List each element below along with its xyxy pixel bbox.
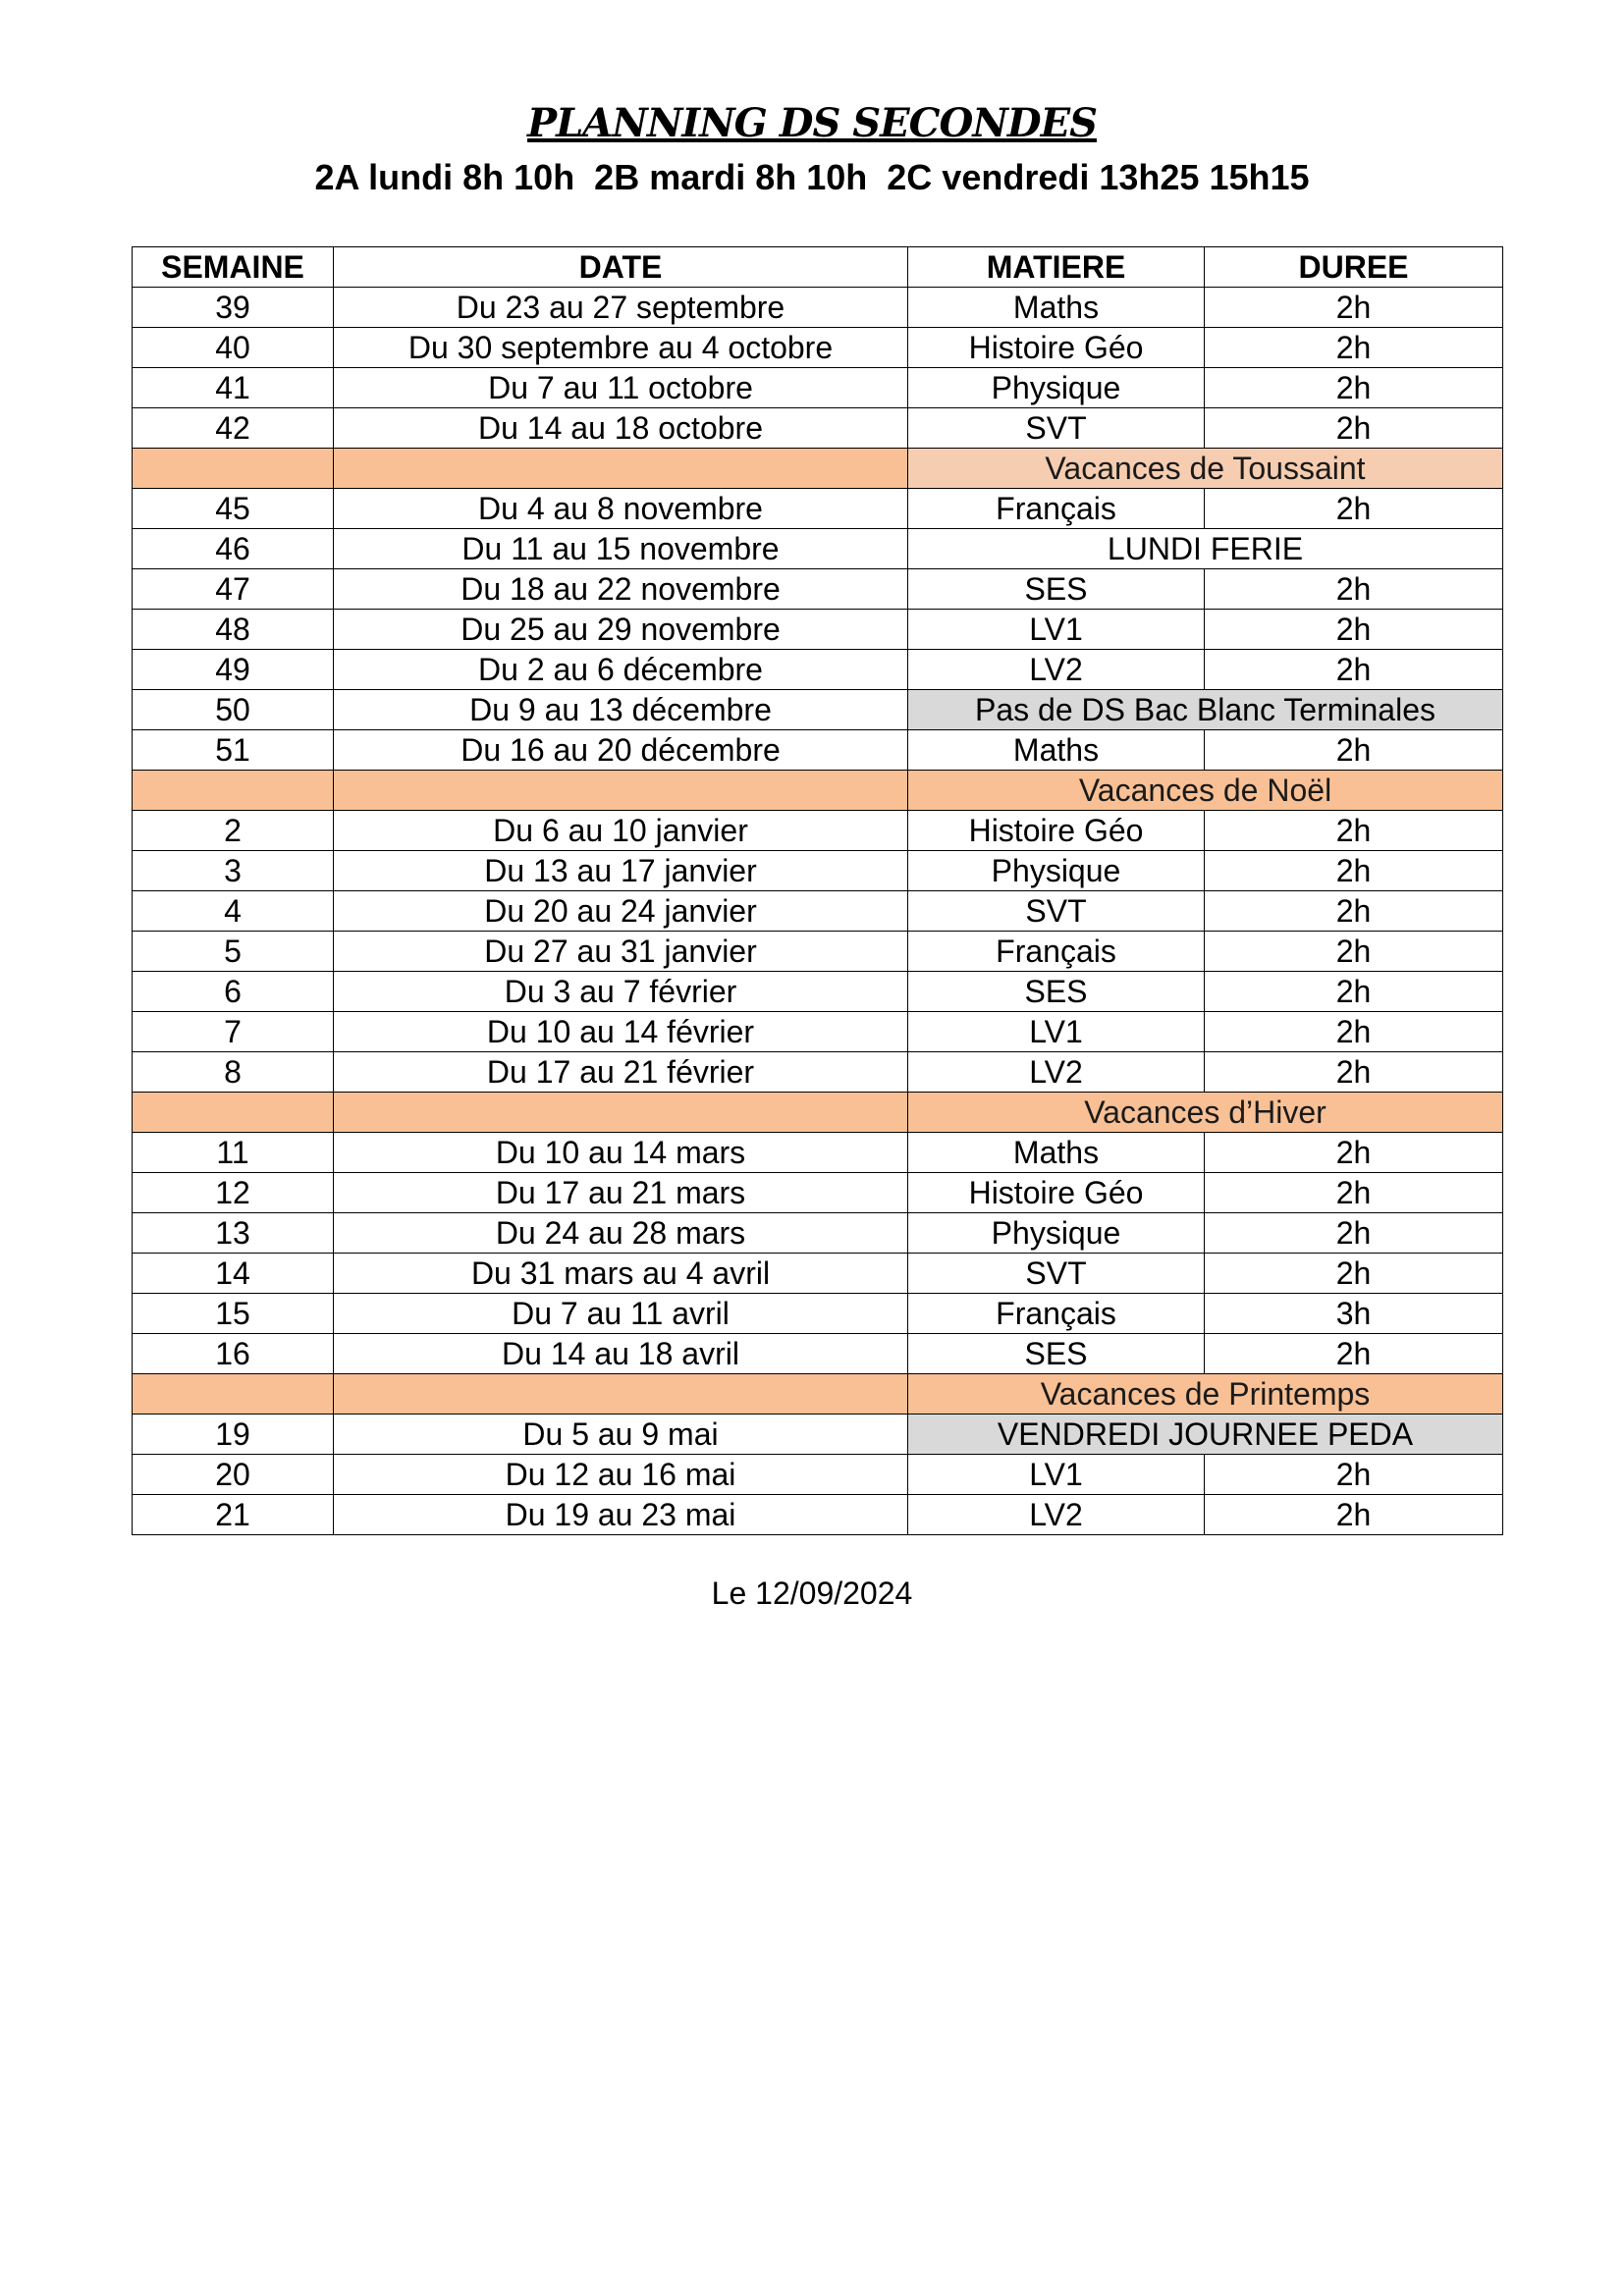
cell-duree: 2h — [1205, 569, 1503, 610]
cell-date: Du 19 au 23 mai — [334, 1495, 908, 1535]
cell-duree: 2h — [1205, 368, 1503, 408]
table-row — [133, 891, 1503, 932]
cell-matiere: Physique — [908, 368, 1205, 408]
cell-matiere: Physique — [908, 1213, 1205, 1254]
header-semaine: SEMAINE — [133, 247, 334, 288]
cell-matiere: SVT — [908, 408, 1205, 449]
table-row — [133, 1213, 1503, 1254]
cell-matiere: Physique — [908, 851, 1205, 891]
cell-date: Du 7 au 11 octobre — [334, 368, 908, 408]
cell-matiere: LV1 — [908, 610, 1205, 650]
cell-semaine: 21 — [133, 1495, 334, 1535]
table-row — [133, 730, 1503, 771]
cell-date: Du 18 au 22 novembre — [334, 569, 908, 610]
cell-matiere: SES — [908, 972, 1205, 1012]
cell-duree: 2h — [1205, 972, 1503, 1012]
table-row — [133, 1133, 1503, 1173]
cell-semaine: 2 — [133, 811, 334, 851]
cell-matiere: LV1 — [908, 1012, 1205, 1052]
cell-duree: 2h — [1205, 851, 1503, 891]
table-row — [133, 1012, 1503, 1052]
cell-date: Du 31 mars au 4 avril — [334, 1254, 908, 1294]
cell-semaine: 46 — [133, 529, 334, 569]
table-row — [133, 1495, 1503, 1535]
cell-duree: 2h — [1205, 408, 1503, 449]
table-row — [133, 1415, 1503, 1455]
cell-date — [334, 1374, 908, 1415]
cell-semaine — [133, 1093, 334, 1133]
cell-date: Du 11 au 15 novembre — [334, 529, 908, 569]
cell-duree: 2h — [1205, 1455, 1503, 1495]
table-row — [133, 489, 1503, 529]
cell-semaine: 16 — [133, 1334, 334, 1374]
cell-semaine — [133, 449, 334, 489]
cell-matiere: LV1 — [908, 1455, 1205, 1495]
vacances-row — [133, 1093, 1503, 1133]
cell-semaine: 49 — [133, 650, 334, 690]
footer-date: Le 12/09/2024 — [711, 1575, 913, 1611]
table-row — [133, 1455, 1503, 1495]
cell-semaine: 13 — [133, 1213, 334, 1254]
cell-semaine: 47 — [133, 569, 334, 610]
cell-duree: 2h — [1205, 1254, 1503, 1294]
header-date: DATE — [334, 247, 908, 288]
cell-date: Du 7 au 11 avril — [334, 1294, 908, 1334]
table-row — [133, 569, 1503, 610]
cell-semaine: 50 — [133, 690, 334, 730]
table-row — [133, 328, 1503, 368]
cell-duree: 3h — [1205, 1294, 1503, 1334]
table-row — [133, 368, 1503, 408]
cell-date: Du 10 au 14 février — [334, 1012, 908, 1052]
cell-semaine: 51 — [133, 730, 334, 771]
cell-date: Du 6 au 10 janvier — [334, 811, 908, 851]
cell-semaine: 3 — [133, 851, 334, 891]
cell-matiere: Histoire Géo — [908, 811, 1205, 851]
cell-semaine: 12 — [133, 1173, 334, 1213]
cell-date: Du 24 au 28 mars — [334, 1213, 908, 1254]
cell-date: Du 5 au 9 mai — [334, 1415, 908, 1455]
cell-duree: 2h — [1205, 811, 1503, 851]
vacances-row — [133, 1374, 1503, 1415]
cell-date: Du 2 au 6 décembre — [334, 650, 908, 690]
table-row — [133, 1052, 1503, 1093]
cell-date: Du 30 septembre au 4 octobre — [334, 328, 908, 368]
table-row — [133, 529, 1503, 569]
vacances-row — [133, 449, 1503, 489]
cell-matiere: Maths — [908, 288, 1205, 328]
table-row — [133, 1334, 1503, 1374]
cell-matiere: SVT — [908, 1254, 1205, 1294]
cell-duree: 2h — [1205, 288, 1503, 328]
cell-date: Du 14 au 18 avril — [334, 1334, 908, 1374]
cell-matiere: Histoire Géo — [908, 328, 1205, 368]
table-row — [133, 851, 1503, 891]
cell-matiere: Maths — [908, 730, 1205, 771]
header-duree: DUREE — [1205, 247, 1503, 288]
cell-matiere: Histoire Géo — [908, 1173, 1205, 1213]
table-row — [133, 690, 1503, 730]
table-row — [133, 1294, 1503, 1334]
cell-semaine: 42 — [133, 408, 334, 449]
table-row — [133, 811, 1503, 851]
cell-date: Du 12 au 16 mai — [334, 1455, 908, 1495]
cell-duree: 2h — [1205, 932, 1503, 972]
cell-semaine: 40 — [133, 328, 334, 368]
cell-semaine: 4 — [133, 891, 334, 932]
cell-date: Du 20 au 24 janvier — [334, 891, 908, 932]
table-row — [133, 610, 1503, 650]
cell-date: Du 16 au 20 décembre — [334, 730, 908, 771]
cell-semaine: 5 — [133, 932, 334, 972]
cell-duree: 2h — [1205, 1334, 1503, 1374]
cell-date: Du 14 au 18 octobre — [334, 408, 908, 449]
cell-semaine: 11 — [133, 1133, 334, 1173]
table-row — [133, 408, 1503, 449]
cell-matiere: SES — [908, 1334, 1205, 1374]
cell-date: Du 4 au 8 novembre — [334, 489, 908, 529]
cell-matiere: SES — [908, 569, 1205, 610]
cell-date — [334, 771, 908, 811]
page-subtitle: 2A lundi 8h 10h 2B mardi 8h 10h 2C vendredi 13h25 15h15 — [314, 157, 1310, 197]
cell-semaine: 19 — [133, 1415, 334, 1455]
cell-semaine: 20 — [133, 1455, 334, 1495]
vacances-label: Vacances d’Hiver — [908, 1093, 1503, 1133]
table-header-row — [133, 247, 1503, 288]
cell-duree: 2h — [1205, 891, 1503, 932]
cell-matiere: Français — [908, 932, 1205, 972]
cell-date — [334, 449, 908, 489]
cell-duree: 2h — [1205, 610, 1503, 650]
cell-semaine: 15 — [133, 1294, 334, 1334]
cell-duree: 2h — [1205, 1495, 1503, 1535]
cell-duree: 2h — [1205, 1012, 1503, 1052]
cell-matiere: Maths — [908, 1133, 1205, 1173]
cell-semaine: 39 — [133, 288, 334, 328]
cell-duree: 2h — [1205, 650, 1503, 690]
cell-matiere: Français — [908, 1294, 1205, 1334]
table-row — [133, 1173, 1503, 1213]
table-row — [133, 650, 1503, 690]
cell-semaine: 45 — [133, 489, 334, 529]
header-matiere: MATIERE — [908, 247, 1205, 288]
cell-duree: 2h — [1205, 1213, 1503, 1254]
cell-duree: 2h — [1205, 328, 1503, 368]
cell-note: LUNDI FERIE — [908, 529, 1503, 569]
planning-body — [133, 288, 1503, 1535]
cell-semaine: 6 — [133, 972, 334, 1012]
cell-date: Du 17 au 21 mars — [334, 1173, 908, 1213]
cell-semaine: 8 — [133, 1052, 334, 1093]
cell-date: Du 3 au 7 février — [334, 972, 908, 1012]
cell-semaine: 14 — [133, 1254, 334, 1294]
vacances-label: Vacances de Noël — [908, 771, 1503, 811]
cell-date: Du 9 au 13 décembre — [334, 690, 908, 730]
cell-date: Du 27 au 31 janvier — [334, 932, 908, 972]
cell-matiere: LV2 — [908, 1052, 1205, 1093]
cell-date: Du 10 au 14 mars — [334, 1133, 908, 1173]
vacances-label: Vacances de Toussaint — [908, 449, 1503, 489]
cell-matiere: Français — [908, 489, 1205, 529]
cell-duree: 2h — [1205, 1133, 1503, 1173]
table-row — [133, 972, 1503, 1012]
table-row — [133, 932, 1503, 972]
table-row — [133, 288, 1503, 328]
vacances-label: Vacances de Printemps — [908, 1374, 1503, 1415]
cell-duree: 2h — [1205, 1173, 1503, 1213]
cell-duree: 2h — [1205, 489, 1503, 529]
cell-note: VENDREDI JOURNEE PEDA — [908, 1415, 1503, 1455]
cell-matiere: LV2 — [908, 650, 1205, 690]
vacances-row — [133, 771, 1503, 811]
cell-date — [334, 1093, 908, 1133]
planning-table — [132, 246, 1503, 1535]
cell-date: Du 17 au 21 février — [334, 1052, 908, 1093]
cell-note: Pas de DS Bac Blanc Terminales — [908, 690, 1503, 730]
cell-matiere: LV2 — [908, 1495, 1205, 1535]
page-title: PLANNING DS SECONDES — [527, 100, 1097, 146]
cell-date: Du 13 au 17 janvier — [334, 851, 908, 891]
table-row — [133, 1254, 1503, 1294]
cell-semaine: 48 — [133, 610, 334, 650]
cell-semaine — [133, 1374, 334, 1415]
cell-date: Du 23 au 27 septembre — [334, 288, 908, 328]
cell-semaine: 7 — [133, 1012, 334, 1052]
cell-semaine: 41 — [133, 368, 334, 408]
cell-date: Du 25 au 29 novembre — [334, 610, 908, 650]
cell-duree: 2h — [1205, 730, 1503, 771]
cell-matiere: SVT — [908, 891, 1205, 932]
cell-semaine — [133, 771, 334, 811]
cell-duree: 2h — [1205, 1052, 1503, 1093]
